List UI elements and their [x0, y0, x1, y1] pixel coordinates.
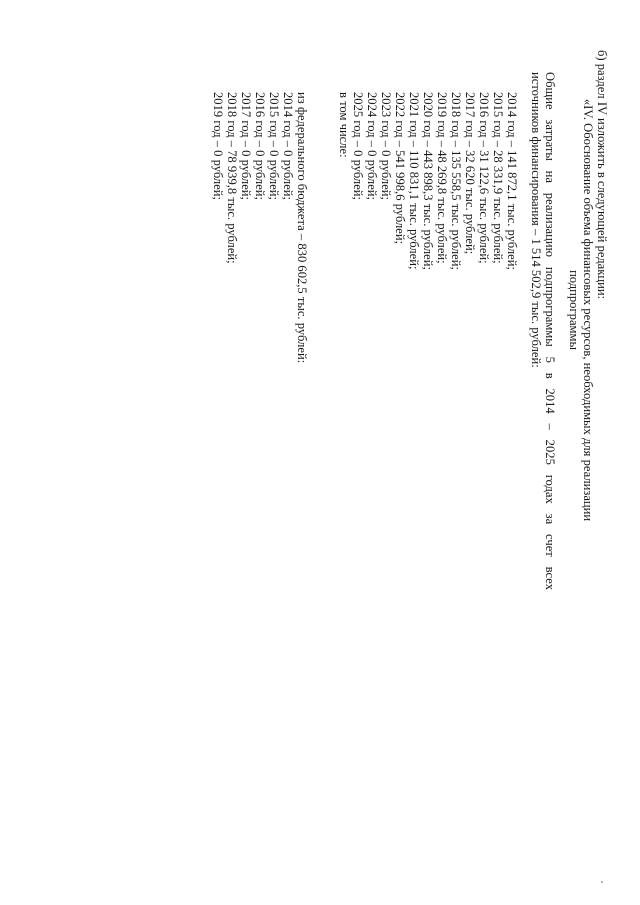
list-item: 2014 год – 0 рублей; [281, 92, 295, 201]
list-item: 2014 год – 141 872,1 тыс. рублей; [505, 92, 519, 270]
intro-line: б) раздел IV изложить в следующей редакции: [595, 50, 609, 300]
scan-speck [601, 881, 603, 883]
list-item: 2025 год – 0 рублей; [351, 92, 365, 201]
list-item: 2021 год – 110 831,1 тыс. рублей; [407, 92, 421, 270]
list-item: 2017 год – 32 620 тыс. рублей; [463, 92, 477, 255]
paragraph-line-2: источников финансирования – 1 514 502,9 тыс. рублей: [529, 72, 543, 368]
paragraph-line-1: Общие затраты на реализацию подпрограммы 5 в 2014 – 2025 годах за счет всех [543, 72, 557, 590]
list-item: 2020 год – 443 898,3 тыс. рублей; [421, 92, 435, 270]
list-item: 2018 год – 78 939,8 тыс. рублей; [225, 92, 239, 264]
list-item: 2018 год – 135 558,5 тыс. рублей; [449, 92, 463, 270]
federal-budget-line: из федерального бюджета – 830 602,5 тыс. рублей: [295, 92, 309, 364]
list-item: 2019 год – 48 269,8 тыс. рублей; [435, 92, 449, 264]
including-label: в том числе: [337, 92, 351, 158]
list-item: 2022 год – 541 998,6 рублей; [393, 92, 407, 245]
list-item: 2015 год – 0 рублей; [267, 92, 281, 201]
section-heading-line-1: «IV. Обоснование объема финансовых ресурсов, необходимых для реализации [581, 98, 595, 522]
list-item: 2016 год – 31 122,6 тыс. рублей; [477, 92, 491, 264]
list-item: 2016 год – 0 рублей; [253, 92, 267, 201]
list-item: 2015 год – 28 331,9 тыс. рублей; [491, 92, 505, 264]
list-item: 2024 год – 0 рублей; [365, 92, 379, 201]
list-item: 2019 год – 0 рублей; [211, 92, 225, 201]
list-item: 2017 год – 0 рублей; [239, 92, 253, 201]
section-heading-line-2: подпрограммы [567, 270, 581, 350]
list-item: 2023 год – 0 рублей; [379, 92, 393, 201]
